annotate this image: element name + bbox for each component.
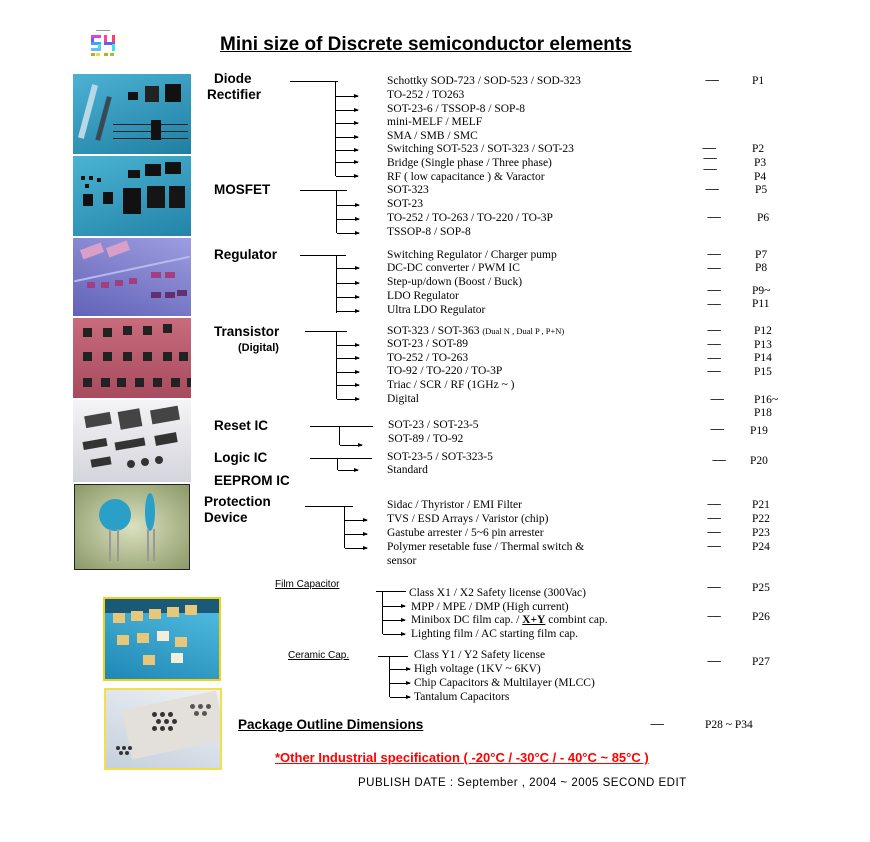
dash-leader: ----- — [705, 74, 719, 86]
xy-highlight: X+Y — [522, 614, 546, 626]
list-item: Schottky SOD-723 / SOD-523 / SOD-323 — [387, 75, 581, 87]
arrow-icon — [337, 268, 359, 269]
category-transistor-digital: (Digital) — [238, 342, 279, 354]
list-item: SOT-323 — [387, 184, 429, 196]
arrow-icon — [390, 669, 410, 670]
film-capacitor-photo — [103, 597, 221, 681]
list-item: TO-252 / TO263 — [387, 89, 465, 101]
list-item: DC-DC converter / PWM IC — [387, 262, 520, 274]
dash-leader: ----- — [707, 298, 721, 310]
list-item: Class X1 / X2 Safety license (300Vac) — [409, 587, 586, 599]
dash-leader: ----- — [707, 352, 721, 364]
dash-leader: ----- — [710, 393, 724, 405]
connector-line — [300, 255, 346, 256]
list-item-text: Minibox DC film cap. / — [411, 614, 523, 626]
dash-leader: ----- — [705, 183, 719, 195]
list-item: Chip Capacitors & Multilayer (MLCC) — [414, 677, 595, 689]
arrow-icon — [337, 311, 359, 312]
page-ref: P19 — [750, 425, 768, 437]
connector-line — [305, 506, 353, 507]
list-item: SOT-23-5 / SOT-323-5 — [387, 451, 493, 463]
dash-leader: ----- — [707, 581, 721, 593]
page-ref: P15 — [754, 366, 772, 378]
dash-leader: ----- — [707, 498, 721, 510]
list-item: Switching Regulator / Charger pump — [387, 249, 557, 261]
connector-line — [290, 81, 338, 82]
arrow-icon — [390, 697, 410, 698]
dash-leader: ----- — [712, 454, 726, 466]
list-item: TVS / ESD Arrays / Varistor (chip) — [387, 513, 549, 525]
page-ref: P5 — [755, 184, 768, 196]
list-item: Tantalum Capacitors — [414, 691, 510, 703]
list-item: TO-92 / TO-220 / TO-3P — [387, 365, 503, 377]
reset-ic-photo — [73, 400, 191, 482]
list-item: sensor — [387, 555, 417, 567]
page-ref: P11 — [752, 298, 770, 310]
arrow-icon — [337, 385, 359, 386]
list-item: SMA / SMB / SMC — [387, 130, 478, 142]
connector-line — [389, 656, 390, 697]
arrow-icon — [345, 548, 367, 549]
sh-logo-icon — [90, 30, 116, 58]
arrow-icon — [336, 110, 358, 111]
page-ref: P12 — [754, 325, 772, 337]
list-item: High voltage (1KV ~ 6KV) — [414, 663, 541, 675]
category-protection: Protection — [204, 494, 271, 509]
category-transistor: Transistor — [214, 324, 280, 339]
list-item: SOT-89 / TO-92 — [388, 433, 464, 445]
list-item: Switching SOT-523 / SOT-323 / SOT-23 — [387, 143, 574, 155]
connector-line — [310, 426, 373, 427]
list-item: Step-up/down (Boost / Buck) — [387, 276, 523, 288]
page-ref: P7 — [755, 249, 768, 261]
dash-leader: ----- — [702, 142, 716, 154]
page-ref: P24 — [752, 541, 770, 553]
dash-leader: ----- — [703, 152, 717, 164]
list-item — [387, 325, 564, 338]
arrow-icon — [337, 205, 359, 206]
list-item-note: (Dual N , Dual P , P+N) — [482, 326, 565, 336]
arrow-icon — [336, 123, 358, 124]
page-ref: P27 — [752, 656, 770, 668]
list-item: RF ( low capacitance ) & Varactor — [387, 171, 545, 183]
page-ref: P6 — [757, 212, 770, 224]
regulator-photo — [73, 238, 191, 316]
page-ref: P20 — [750, 455, 768, 467]
page-ref: P25 — [752, 582, 770, 594]
dash-leader: ----- — [707, 211, 721, 223]
dash-leader: ----- — [707, 512, 721, 524]
list-item: Class Y1 / Y2 Safety license — [414, 649, 546, 661]
connector-line — [300, 190, 347, 191]
ceramic-capacitor-photo — [104, 688, 222, 770]
arrow-icon — [337, 297, 359, 298]
list-item: MPP / MPE / DMP (High current) — [411, 601, 569, 613]
list-item: TSSOP-8 / SOP-8 — [387, 226, 471, 238]
category-eeprom-ic: EEPROM IC — [214, 473, 290, 488]
connector-line — [339, 426, 340, 445]
list-item: SOT-23 — [387, 198, 423, 210]
transistor-photo — [73, 318, 191, 398]
list-item — [411, 614, 608, 627]
connector-line — [382, 591, 383, 634]
list-item: SOT-23 / SOT-89 — [387, 338, 468, 350]
page-ref: P18 — [754, 407, 772, 419]
dash-leader: ----- — [707, 248, 721, 260]
arrow-icon — [337, 372, 359, 373]
category-logic-ic: Logic IC — [214, 450, 268, 465]
connector-line — [376, 591, 406, 592]
page-ref: P21 — [752, 499, 770, 511]
dash-leader: ----- — [707, 610, 721, 622]
arrow-icon — [390, 683, 410, 684]
industrial-spec-note: *Other Industrial specification ( -20°C / -30°C / - 40°C ~ 85°C ) — [275, 750, 649, 765]
connector-line — [378, 656, 408, 657]
category-reset-ic: Reset IC — [214, 418, 269, 433]
list-item-text: SOT-323 / SOT-363 — [387, 325, 480, 337]
list-item: Digital — [387, 393, 419, 405]
page-ref: P14 — [754, 352, 772, 364]
dash-leader: ----- — [650, 718, 664, 730]
page-ref: P4 — [754, 171, 767, 183]
diode-rectifier-photo — [73, 74, 191, 154]
page-ref: P2 — [752, 143, 765, 155]
list-item: Bridge (Single phase / Three phase) — [387, 157, 552, 169]
connector-line — [344, 506, 345, 548]
connector-line — [337, 458, 338, 470]
list-item: Triac / SCR / RF (1GHz ~ ) — [387, 379, 515, 391]
list-item: Standard — [387, 464, 428, 476]
category-ceramic-cap: Ceramic Cap. — [288, 650, 350, 661]
list-item: LDO Regulator — [387, 290, 459, 302]
page-ref: P9~ — [752, 285, 771, 297]
category-regulator: Regulator — [214, 247, 278, 262]
category-film-capacitor: Film Capacitor — [275, 579, 340, 590]
arrow-icon — [337, 399, 359, 400]
list-item-text-tail: combint cap. — [545, 614, 608, 626]
dash-leader: ----- — [703, 163, 717, 175]
arrow-icon — [337, 219, 359, 220]
page-ref: P13 — [754, 339, 772, 351]
page-ref: P16~ — [754, 394, 779, 406]
arrow-icon — [336, 137, 358, 138]
category-diode-line1: Diode — [214, 71, 252, 86]
arrow-icon — [345, 534, 367, 535]
list-item: Polymer resetable fuse / Thermal switch & — [387, 541, 585, 553]
list-item: Lighting film / AC starting film cap. — [411, 628, 579, 640]
arrow-icon — [340, 445, 362, 446]
page-ref: P28 ~ P34 — [705, 719, 753, 731]
arrow-icon — [338, 470, 358, 471]
mosfet-photo — [73, 156, 191, 236]
arrow-icon — [336, 162, 358, 163]
arrow-icon — [337, 345, 359, 346]
arrow-icon — [337, 358, 359, 359]
list-item: SOT-23 / SOT-23-5 — [388, 419, 479, 431]
connector-line — [336, 255, 337, 313]
category-diode — [214, 71, 252, 87]
arrow-icon — [337, 233, 359, 234]
list-item: SOT-23-6 / TSSOP-8 / SOP-8 — [387, 103, 526, 115]
arrow-icon — [345, 520, 367, 521]
connector-line — [305, 331, 347, 332]
arrow-icon — [383, 620, 405, 621]
arrow-icon — [383, 634, 405, 635]
dash-leader: ----- — [707, 338, 721, 350]
dash-leader: ----- — [707, 284, 721, 296]
arrow-icon — [336, 96, 358, 97]
list-item: TO-252 / TO-263 / TO-220 / TO-3P — [387, 212, 553, 224]
dash-leader: ----- — [707, 526, 721, 538]
dash-leader: ----- — [707, 540, 721, 552]
list-item: Ultra LDO Regulator — [387, 304, 486, 316]
category-rectifier: Rectifier — [207, 87, 262, 102]
connector-line — [336, 190, 337, 233]
arrow-icon — [336, 176, 358, 177]
dash-leader: ----- — [707, 324, 721, 336]
page-ref: P23 — [752, 527, 770, 539]
list-item: TO-252 / TO-263 — [387, 352, 469, 364]
page-title: Mini size of Discrete semiconductor elements — [220, 34, 632, 55]
page-ref: P26 — [752, 611, 770, 623]
publish-date: PUBLISH DATE : September , 2004 ~ 2005 SECOND EDIT — [358, 777, 687, 789]
dash-leader: ----- — [707, 655, 721, 667]
arrow-icon — [337, 283, 359, 284]
list-item: Sidac / Thyristor / EMI Filter — [387, 499, 522, 511]
page-ref: P22 — [752, 513, 770, 525]
package-outline-heading: Package Outline Dimensions — [238, 717, 424, 732]
page-ref: P1 — [752, 75, 765, 87]
dash-leader: ----- — [707, 365, 721, 377]
category-device: Device — [204, 510, 248, 525]
category-mosfet: MOSFET — [214, 182, 271, 197]
protection-device-photo — [74, 484, 190, 570]
list-item: Gastube arrester / 5~6 pin arrester — [387, 527, 544, 539]
page-ref: P8 — [755, 262, 768, 274]
connector-line — [310, 458, 372, 459]
arrow-icon — [336, 150, 358, 151]
connector-line — [336, 331, 337, 399]
page-ref: P3 — [754, 157, 767, 169]
arrow-icon — [383, 606, 405, 607]
dash-leader: ----- — [707, 262, 721, 274]
dash-leader: ----- — [710, 423, 724, 435]
list-item: mini-MELF / MELF — [387, 116, 483, 128]
